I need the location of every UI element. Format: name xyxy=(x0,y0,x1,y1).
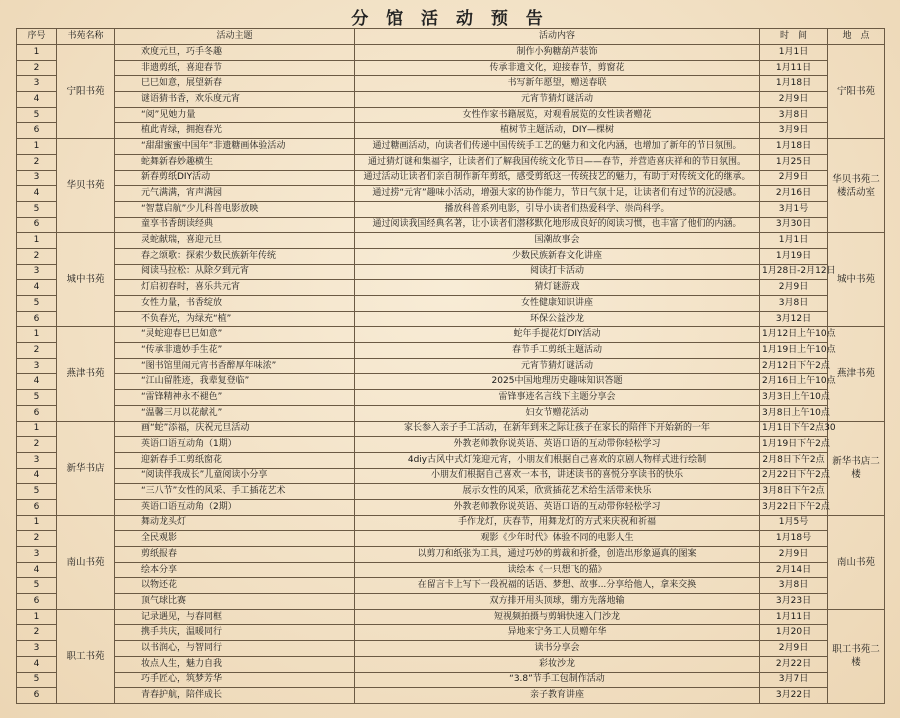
activity-theme: 以书润心，与智同行 xyxy=(115,641,355,657)
row-number: 4 xyxy=(17,186,57,202)
table-row xyxy=(17,170,885,186)
venue-name: 职工书苑 xyxy=(57,609,115,703)
table-row xyxy=(17,107,885,123)
activity-content: 蛇年手提花灯DIY活动 xyxy=(355,327,760,343)
table-row xyxy=(17,186,885,202)
table-row xyxy=(17,390,885,406)
table-row xyxy=(17,76,885,92)
activity-theme: “雷锋精神永不褪色” xyxy=(115,390,355,406)
activity-time: 2月14日 xyxy=(760,562,828,578)
table-row xyxy=(17,296,885,312)
activity-time: 3月7日 xyxy=(760,672,828,688)
table-row xyxy=(17,609,885,625)
activity-time: 1月11日 xyxy=(760,609,828,625)
table-row xyxy=(17,311,885,327)
activity-theme: 灯启初春时，喜乐共元宵 xyxy=(115,280,355,296)
activity-theme: “图书馆里闹元宵书香醉厚年味浓” xyxy=(115,358,355,374)
row-number: 5 xyxy=(17,578,57,594)
table-row xyxy=(17,452,885,468)
activity-theme: “江山留胜迹，我辈复登临” xyxy=(115,374,355,390)
table-row xyxy=(17,139,885,155)
activity-content: 异地来宁务工人员赠年华 xyxy=(355,625,760,641)
activity-time: 3月22日下午2点 xyxy=(760,499,828,515)
activity-content: 传承非遗文化，迎接春节，剪窗花 xyxy=(355,60,760,76)
row-number: 2 xyxy=(17,437,57,453)
activity-time: 3月23日 xyxy=(760,594,828,610)
activity-content: 妇女节赠花活动 xyxy=(355,405,760,421)
table-row xyxy=(17,264,885,280)
activity-time: 3月1号 xyxy=(760,201,828,217)
venue-name: 华贝书苑 xyxy=(57,139,115,233)
activity-content: 猜灯谜游戏 xyxy=(355,280,760,296)
activity-theme: 剪纸报春 xyxy=(115,547,355,563)
row-number: 5 xyxy=(17,296,57,312)
activity-content: 制作小狗糖葫芦装饰 xyxy=(355,45,760,61)
row-number: 4 xyxy=(17,656,57,672)
activity-content: 环保公益沙龙 xyxy=(355,311,760,327)
row-number: 1 xyxy=(17,45,57,61)
row-number: 2 xyxy=(17,60,57,76)
activity-content: 元宵节猜灯谜活动 xyxy=(355,358,760,374)
activity-theme: “传承非遗妙手生花” xyxy=(115,343,355,359)
row-number: 1 xyxy=(17,233,57,249)
table-row xyxy=(17,45,885,61)
activity-time: 1月1日 xyxy=(760,233,828,249)
row-number: 3 xyxy=(17,452,57,468)
activity-content: 手作龙灯，庆春节，用舞龙灯的方式来庆祝和祈福 xyxy=(355,515,760,531)
row-number: 2 xyxy=(17,625,57,641)
row-number: 5 xyxy=(17,107,57,123)
row-number: 5 xyxy=(17,390,57,406)
table-row xyxy=(17,92,885,108)
activity-time: 1月19日下午2点 xyxy=(760,437,828,453)
table-row xyxy=(17,421,885,437)
row-number: 1 xyxy=(17,609,57,625)
activity-theme: 英语口语互动角（1期） xyxy=(115,437,355,453)
activity-time: 2月16日上午10点 xyxy=(760,374,828,390)
activity-time: 2月8日下午2点 xyxy=(760,452,828,468)
row-number: 6 xyxy=(17,499,57,515)
table-row xyxy=(17,60,885,76)
activity-time: 1月25日 xyxy=(760,154,828,170)
activity-content: 元宵节猜灯谜活动 xyxy=(355,92,760,108)
activity-content: 播放科普系列电影，引导小读者们热爱科学、崇尚科学。 xyxy=(355,201,760,217)
row-number: 6 xyxy=(17,594,57,610)
activity-content: 以剪刀和纸张为工具，通过巧妙的剪裁和折叠，创造出形象逼真的图案 xyxy=(355,547,760,563)
row-number: 6 xyxy=(17,217,57,233)
activity-theme: “阅”见她力量 xyxy=(115,107,355,123)
activity-theme: 阅读马拉松：从除夕到元宵 xyxy=(115,264,355,280)
table-row xyxy=(17,123,885,139)
activity-theme: 携手共庆，温暖同行 xyxy=(115,625,355,641)
table-row xyxy=(17,343,885,359)
table-row xyxy=(17,437,885,453)
table-row xyxy=(17,280,885,296)
header-content: 活动内容 xyxy=(355,29,760,45)
table-row xyxy=(17,531,885,547)
activity-content: 女性作家书籍展览，对观看展览的女性读者赠花 xyxy=(355,107,760,123)
activity-time: 1月1日下午2点30 xyxy=(760,421,828,437)
table-row xyxy=(17,484,885,500)
activity-theme: 植此青绿，拥抱春光 xyxy=(115,123,355,139)
row-number: 2 xyxy=(17,248,57,264)
activity-theme: 迎新春手工剪纸窗花 xyxy=(115,452,355,468)
activity-theme: 以物还花 xyxy=(115,578,355,594)
activity-theme: 新春剪纸DIY活动 xyxy=(115,170,355,186)
activity-time: 3月9日 xyxy=(760,123,828,139)
activity-theme: “阅读伴我成长”儿童阅读小分享 xyxy=(115,468,355,484)
activity-time: 1月11日 xyxy=(760,60,828,76)
activity-content: 通过猜灯谜和集福字，让读者们了解我国传统文化节日——春节，并营造喜庆祥和的节日氛围。 xyxy=(355,154,760,170)
row-number: 2 xyxy=(17,343,57,359)
header-no: 序号 xyxy=(17,29,57,45)
activity-content: 外教老师教你说英语、英语口语的互动带你轻松学习 xyxy=(355,499,760,515)
activity-theme: “甜甜蜜蜜中国年”非遗糖画体验活动 xyxy=(115,139,355,155)
page-title: 分 馆 活 动 预 告 xyxy=(351,9,549,29)
activity-theme: 谜语猜书香，欢乐度元宵 xyxy=(115,92,355,108)
activity-time: 2月9日 xyxy=(760,92,828,108)
row-number: 1 xyxy=(17,327,57,343)
row-number: 2 xyxy=(17,531,57,547)
row-number: 3 xyxy=(17,170,57,186)
row-number: 3 xyxy=(17,264,57,280)
table-row xyxy=(17,672,885,688)
activity-theme: 全民观影 xyxy=(115,531,355,547)
activity-content: 女性健康知识讲座 xyxy=(355,296,760,312)
activity-theme: 巧手匠心，筑梦芳华 xyxy=(115,672,355,688)
activity-time: 2月9日 xyxy=(760,547,828,563)
row-number: 3 xyxy=(17,358,57,374)
activity-theme: 舞动龙头灯 xyxy=(115,515,355,531)
activity-time: 2月9日 xyxy=(760,641,828,657)
venue-place: 宁阳书苑 xyxy=(828,45,885,139)
activity-theme: 英语口语互动角（2期） xyxy=(115,499,355,515)
header-place: 地 点 xyxy=(828,29,885,45)
activity-time: 1月18号 xyxy=(760,531,828,547)
activity-theme: “灵蛇迎春巳巳如意” xyxy=(115,327,355,343)
activity-content: 通过糖画活动，向读者们传递中国传统手工艺的魅力和文化内涵，也增加了新年的节日氛围。 xyxy=(355,139,760,155)
row-number: 3 xyxy=(17,76,57,92)
table-row xyxy=(17,154,885,170)
activity-content: 春节手工剪纸主题活动 xyxy=(355,343,760,359)
activity-theme: 童享书香朗读经典 xyxy=(115,217,355,233)
activity-content: 家长参入亲子手工活动，在新年到来之际让孩子在家长的陪伴下开始新的一年 xyxy=(355,421,760,437)
activity-theme: 画“蛇”添福，庆祝元旦活动 xyxy=(115,421,355,437)
activity-content: 通过活动让读者们亲自制作新年剪纸，感受剪纸这一传统技艺的魅力，有助于对传统文化的继承。 xyxy=(355,170,760,186)
activity-content: 观影《少年时代》体验不同的电影人生 xyxy=(355,531,760,547)
activity-time: 1月19日 xyxy=(760,248,828,264)
activity-theme: “智慧启航”少儿科普电影放映 xyxy=(115,201,355,217)
activity-time: 1月5号 xyxy=(760,515,828,531)
row-number: 3 xyxy=(17,547,57,563)
activity-content: 外教老师教你说英语、英语口语的互动带你轻松学习 xyxy=(355,437,760,453)
activity-theme: 青春护航，陪伴成长 xyxy=(115,688,355,704)
row-number: 4 xyxy=(17,468,57,484)
activity-time: 2月22日 xyxy=(760,656,828,672)
activity-theme: 女性力量，书香绽放 xyxy=(115,296,355,312)
activity-theme: 蛇舞新春妙趣横生 xyxy=(115,154,355,170)
row-number: 5 xyxy=(17,672,57,688)
venue-place: 职工书苑二楼 xyxy=(828,609,885,703)
activity-theme: 非遗剪纸，喜迎春节 xyxy=(115,60,355,76)
activity-theme: 顶气球比赛 xyxy=(115,594,355,610)
table-row xyxy=(17,248,885,264)
activity-time: 1月12日上午10点 xyxy=(760,327,828,343)
activity-content: 植树节主题活动，DIY—棵树 xyxy=(355,123,760,139)
table-row xyxy=(17,594,885,610)
row-number: 1 xyxy=(17,515,57,531)
table-row xyxy=(17,201,885,217)
header-theme: 活动主题 xyxy=(115,29,355,45)
venue-name: 新华书店 xyxy=(57,421,115,515)
activity-time: 2月9日 xyxy=(760,170,828,186)
activity-time: 3月12日 xyxy=(760,311,828,327)
table-row xyxy=(17,688,885,704)
venue-place: 城中书苑 xyxy=(828,233,885,327)
header-time: 时 间 xyxy=(760,29,828,45)
activity-content: 读绘本《一只想飞的猫》 xyxy=(355,562,760,578)
activity-theme: 灵蛇献瑞，喜迎元旦 xyxy=(115,233,355,249)
header-row xyxy=(17,29,885,45)
table-row xyxy=(17,562,885,578)
row-number: 4 xyxy=(17,92,57,108)
activity-content: 短视频拍摄与剪辑快速入门沙龙 xyxy=(355,609,760,625)
activity-theme: 妆点人生，魅力自我 xyxy=(115,656,355,672)
activity-content: 彩妆沙龙 xyxy=(355,656,760,672)
activity-content: 少数民族新春文化讲座 xyxy=(355,248,760,264)
activity-content: 展示女性的风采，欣赏插花艺术给生活带来快乐 xyxy=(355,484,760,500)
table-row xyxy=(17,217,885,233)
row-number: 1 xyxy=(17,139,57,155)
table-row xyxy=(17,468,885,484)
activity-time: 3月8日 xyxy=(760,107,828,123)
row-number: 4 xyxy=(17,280,57,296)
activity-time: 2月16日 xyxy=(760,186,828,202)
activity-time: 2月9日 xyxy=(760,280,828,296)
table-row xyxy=(17,547,885,563)
activity-content: 雷锋事迹名言线下主题分享会 xyxy=(355,390,760,406)
activity-content: 读书分享会 xyxy=(355,641,760,657)
activity-time: 1月28日-2月12日 xyxy=(760,264,828,280)
activity-content: 书写新年愿望，赠送春联 xyxy=(355,76,760,92)
row-number: 6 xyxy=(17,405,57,421)
activity-theme: “三八节”女性的风采、手工插花艺术 xyxy=(115,484,355,500)
activity-time: 3月8日上午10点 xyxy=(760,405,828,421)
activity-content: 通过捞“元宵”趣味小活动，增强大家的协作能力，节日气氛十足，让读者们有过节的沉浸感。 xyxy=(355,186,760,202)
activity-time: 3月22日 xyxy=(760,688,828,704)
row-number: 6 xyxy=(17,123,57,139)
activity-time: 1月18日 xyxy=(760,76,828,92)
activity-theme: 记录遇见，与春同框 xyxy=(115,609,355,625)
activity-theme: 欢度元旦，巧手冬趣 xyxy=(115,45,355,61)
table-row xyxy=(17,374,885,390)
activity-content: 阅读打卡活动 xyxy=(355,264,760,280)
row-number: 3 xyxy=(17,641,57,657)
activity-theme: 春之颂歌：探索少数民族新年传统 xyxy=(115,248,355,264)
activity-theme: 不负春光，为绿充“植” xyxy=(115,311,355,327)
activity-content: 4diy古风中式灯笼迎元宵，小朋友们根据自己喜欢的京剧人物样式进行绘制 xyxy=(355,452,760,468)
row-number: 6 xyxy=(17,311,57,327)
activity-content: 小朋友们根据自己喜欢一本书，讲述读书的喜悦分享读书的快乐 xyxy=(355,468,760,484)
table-row xyxy=(17,656,885,672)
activity-content: 在留言卡上写下一段祝福的话语、梦想、故事...分享给他人，拿来交换 xyxy=(355,578,760,594)
activity-time: 3月8日 xyxy=(760,296,828,312)
activity-content: 通过阅读我国经典名著，让小读者们潜移默化地形成良好的阅读习惯，也丰富了他们的内涵。 xyxy=(355,217,760,233)
activity-content: 双方排开用头顶球，绷方先落地输 xyxy=(355,594,760,610)
row-number: 5 xyxy=(17,201,57,217)
header-venue: 书苑名称 xyxy=(57,29,115,45)
table-row xyxy=(17,233,885,249)
table-row xyxy=(17,405,885,421)
activity-time: 3月3日上午10点 xyxy=(760,390,828,406)
table-row xyxy=(17,515,885,531)
row-number: 1 xyxy=(17,421,57,437)
venue-place: 华贝书苑二楼活动室 xyxy=(828,139,885,233)
table-row xyxy=(17,499,885,515)
activity-time: 1月19日上午10点 xyxy=(760,343,828,359)
table-row xyxy=(17,625,885,641)
table-row xyxy=(17,578,885,594)
activity-time: 3月8日 xyxy=(760,578,828,594)
activity-content: 国潮故事会 xyxy=(355,233,760,249)
activity-content: 2025中国地理历史趣味知识答题 xyxy=(355,374,760,390)
venue-name: 南山书苑 xyxy=(57,515,115,609)
activity-content: “3.8”节手工包制作活动 xyxy=(355,672,760,688)
activity-theme: 绘本分享 xyxy=(115,562,355,578)
activity-time: 3月8日下午2点 xyxy=(760,484,828,500)
activity-time: 1月20日 xyxy=(760,625,828,641)
activity-theme: 元气满满，宵声满园 xyxy=(115,186,355,202)
row-number: 6 xyxy=(17,688,57,704)
venue-name: 城中书苑 xyxy=(57,233,115,327)
activity-time: 1月1日 xyxy=(760,45,828,61)
row-number: 5 xyxy=(17,484,57,500)
activity-time: 2月12日下午2点 xyxy=(760,358,828,374)
activity-content: 亲子教育讲座 xyxy=(355,688,760,704)
row-number: 2 xyxy=(17,154,57,170)
activity-time: 2月22日下午2点 xyxy=(760,468,828,484)
row-number: 4 xyxy=(17,374,57,390)
activity-theme: “温馨三月以花献礼” xyxy=(115,405,355,421)
venue-name: 宁阳书苑 xyxy=(57,45,115,139)
table-row xyxy=(17,641,885,657)
row-number: 4 xyxy=(17,562,57,578)
venue-place: 新华书店二楼 xyxy=(828,421,885,515)
venue-place: 燕津书苑 xyxy=(828,327,885,421)
table-row xyxy=(17,327,885,343)
table-row xyxy=(17,358,885,374)
activity-theme: 巳巳如意，展望新春 xyxy=(115,76,355,92)
activity-table xyxy=(16,28,885,704)
activity-time: 1月18日 xyxy=(760,139,828,155)
activity-time: 3月30日 xyxy=(760,217,828,233)
venue-place: 南山书苑 xyxy=(828,515,885,609)
venue-name: 燕津书苑 xyxy=(57,327,115,421)
